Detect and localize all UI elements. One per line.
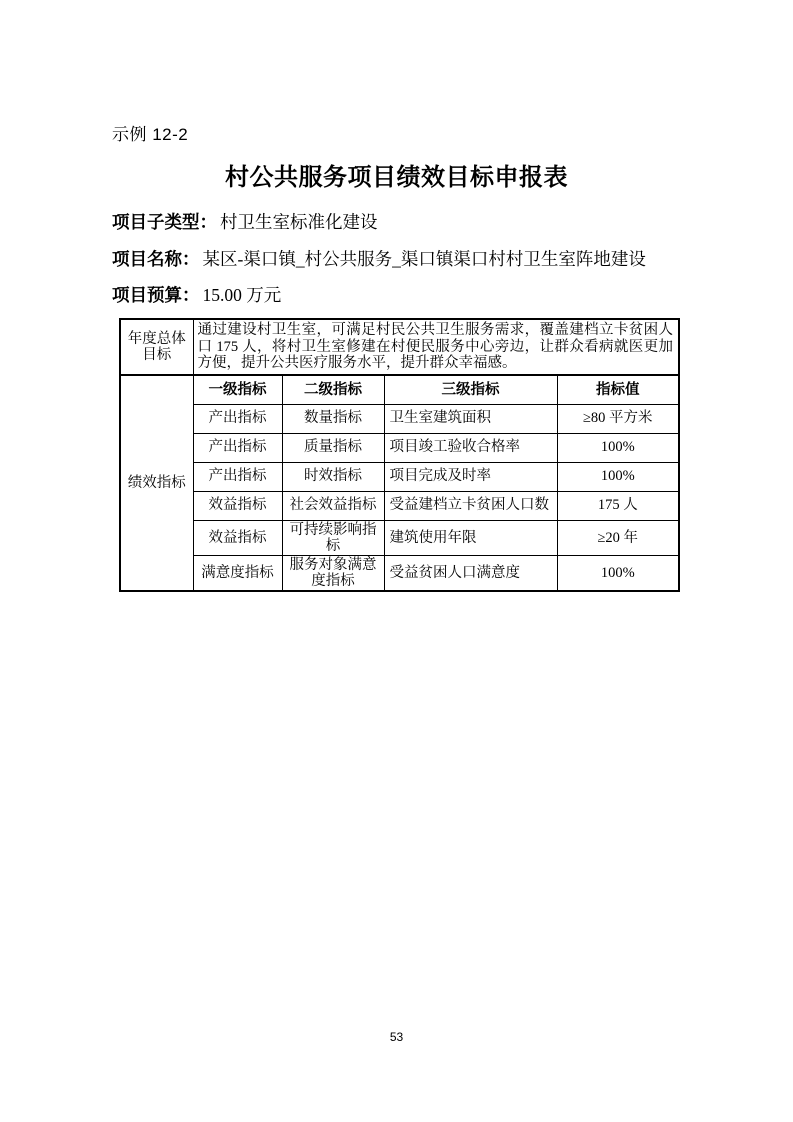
performance-row-header: 绩效指标 <box>120 375 193 591</box>
indicator-row <box>120 404 679 433</box>
indicator-row <box>120 433 679 462</box>
table-cell: 卫生室建筑面积 <box>384 404 557 433</box>
col-header-value: 指标值 <box>557 375 679 404</box>
field-value: 村卫生室标准化建设 <box>220 212 378 232</box>
indicator-row <box>120 555 679 591</box>
field-project-name <box>112 246 646 271</box>
indicator-row <box>120 462 679 491</box>
example-label: 示例 12-2 <box>112 125 189 144</box>
annual-goal-row-header: 年度总体目标 <box>120 319 193 375</box>
field-value: 15.00 万元 <box>202 285 282 305</box>
table-cell: ≥20 年 <box>557 520 679 555</box>
table-cell: 可持续影响指标 <box>282 520 384 555</box>
indicator-header-row <box>120 375 679 404</box>
table-cell: 效益指标 <box>193 520 282 555</box>
field-value: 某区-渠口镇_村公共服务_渠口镇渠口村村卫生室阵地建设 <box>202 249 646 269</box>
table-cell: 时效指标 <box>282 462 384 491</box>
table-cell: 受益贫困人口满意度 <box>384 555 557 591</box>
table-cell: 服务对象满意度指标 <box>282 555 384 591</box>
table-cell: 产出指标 <box>193 404 282 433</box>
indicator-row <box>120 491 679 520</box>
field-label: 项目子类型： <box>112 212 217 232</box>
col-header-level2: 二级指标 <box>282 375 384 404</box>
table-cell: 175 人 <box>557 491 679 520</box>
performance-target-table <box>119 318 680 592</box>
page-title: 村公共服务项目绩效目标申报表 <box>225 165 568 191</box>
field-label: 项目预算： <box>112 285 200 305</box>
table-cell: 建筑使用年限 <box>384 520 557 555</box>
table-cell: 产出指标 <box>193 433 282 462</box>
table-cell: ≥80 平方米 <box>557 404 679 433</box>
table-cell: 效益指标 <box>193 491 282 520</box>
table-cell: 受益建档立卡贫困人口数 <box>384 491 557 520</box>
page-number: 53 <box>389 1030 404 1044</box>
table-cell: 满意度指标 <box>193 555 282 591</box>
col-header-level3: 三级指标 <box>384 375 557 404</box>
annual-goal-text: 通过建设村卫生室，可满足村民公共卫生服务需求，覆盖建档立卡贫困人口 175 人，将村卫生室修建在村便民服务中心旁边，让群众看病就医更加方便，提升公共医疗服务水平，提升群众幸福感。 <box>193 319 679 375</box>
table-cell: 数量指标 <box>282 404 384 433</box>
table-cell: 质量指标 <box>282 433 384 462</box>
indicator-row <box>120 520 679 555</box>
field-project-subtype <box>112 209 378 234</box>
field-project-budget <box>112 282 281 307</box>
field-label: 项目名称： <box>112 249 200 269</box>
annual-goal-row <box>120 319 679 375</box>
table-cell: 社会效益指标 <box>282 491 384 520</box>
table-cell: 100% <box>557 462 679 491</box>
table-cell: 项目完成及时率 <box>384 462 557 491</box>
table-cell: 项目竣工验收合格率 <box>384 433 557 462</box>
table-cell: 100% <box>557 555 679 591</box>
table-cell: 产出指标 <box>193 462 282 491</box>
table-cell: 100% <box>557 433 679 462</box>
col-header-level1: 一级指标 <box>193 375 282 404</box>
